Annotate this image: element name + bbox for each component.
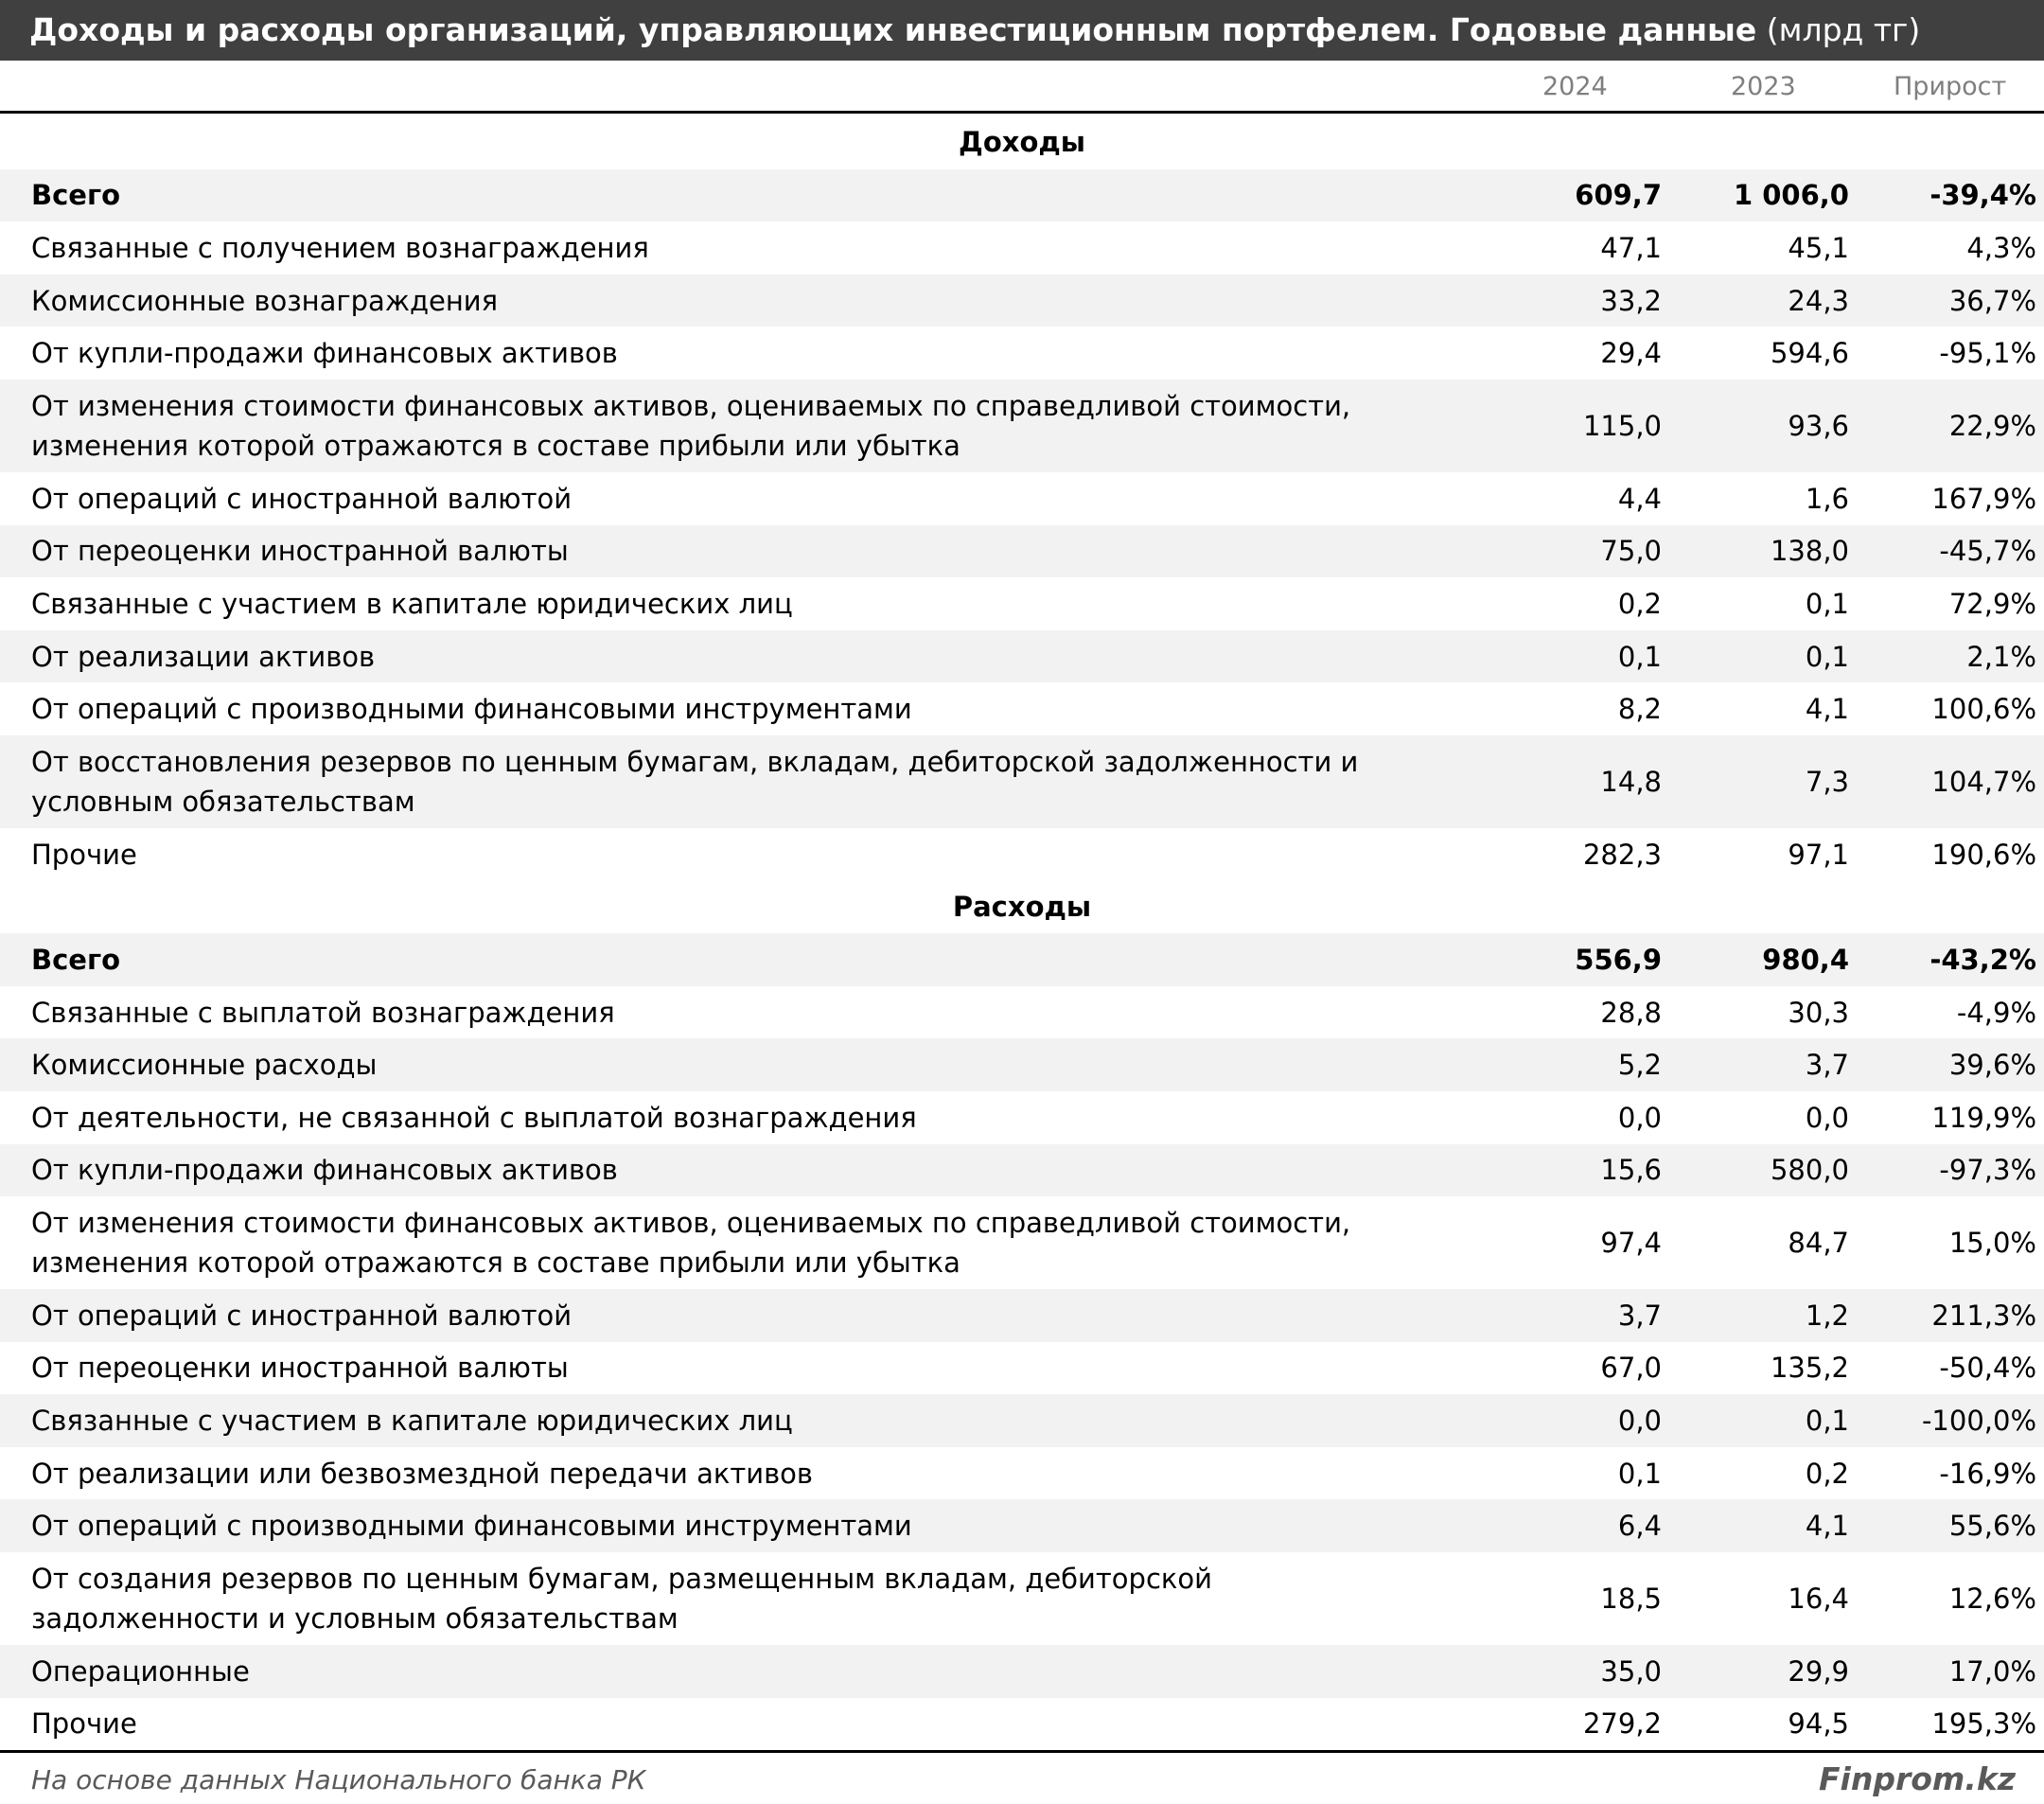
row-label: От переоценки иностранной валюты [31,1352,569,1385]
value-growth: -97,3% [1939,1154,2036,1187]
source-note: На основе данных Национального банка РК [31,1764,646,1795]
value-2024: 0,1 [1617,640,1662,673]
row-label: От купли-продажи финансовых активов [31,337,618,370]
row-label: Связанные с участием в капитале юридических лиц [31,1405,793,1438]
value-2023: 93,6 [1788,409,1849,442]
table-row [0,682,2044,735]
value-2023: 24,3 [1788,284,1849,317]
value-growth: 55,6% [1948,1510,2036,1543]
table-row [0,1552,2044,1645]
row-label: От операций с производными финансовыми инструментами [31,1510,912,1543]
value-2023: 1 006,0 [1733,179,1849,212]
data-table [0,116,2044,1750]
value-2024: 3,7 [1617,1299,1662,1332]
column-header-2024: 2024 [1542,72,1608,101]
value-2023: 7,3 [1805,765,1849,798]
table-row [0,472,2044,525]
value-growth: 190,6% [1931,838,2036,871]
value-2023: 3,7 [1805,1049,1849,1082]
footer [0,1750,2044,1804]
table-row [0,630,2044,683]
value-growth: 22,9% [1948,409,2036,442]
value-2024: 28,8 [1600,996,1662,1029]
value-growth: -45,7% [1939,535,2036,568]
value-2023: 45,1 [1788,231,1849,264]
table-row [0,525,2044,578]
table-row [0,221,2044,274]
value-growth: 15,0% [1948,1227,2036,1260]
value-growth: -43,2% [1929,943,2036,976]
table-row [0,1645,2044,1698]
title-unit: (млрд тг) [1766,11,1921,48]
column-header-2023: 2023 [1731,72,1796,101]
row-label: Связанные с участием в капитале юридических лиц [31,587,793,620]
table-row [0,327,2044,380]
section-header [0,116,2044,169]
value-growth: 12,6% [1948,1583,2036,1616]
value-2023: 4,1 [1805,693,1849,726]
value-2023: 16,4 [1788,1583,1849,1616]
row-label: От восстановления резервов по ценным бумагам, вкладам, дебиторской задолженности и условным обязательствам [31,745,1359,818]
value-2024: 67,0 [1600,1352,1662,1385]
value-2024: 14,8 [1600,765,1662,798]
row-label: От операций с производными финансовыми инструментами [31,693,912,726]
row-label: Связанные с выплатой вознаграждения [31,996,615,1029]
value-growth: 17,0% [1948,1654,2036,1688]
row-label: От операций с иностранной валютой [31,482,573,515]
row-label: От деятельности, не связанной с выплатой вознаграждения [31,1101,917,1134]
row-label: Прочие [31,838,137,871]
value-2024: 279,2 [1582,1707,1662,1741]
row-label: Комиссионные вознаграждения [31,284,499,317]
value-growth: -4,9% [1956,996,2036,1029]
row-label: От изменения стоимости финансовых активов, оцениваемых по справедливой стоимости, изменения которой отражаются в составе прибыли или убытка [31,389,1351,462]
row-label: От реализации или безвозмездной передачи активов [31,1457,814,1490]
page-title: Доходы и расходы организаций, управляющих инвестиционным портфелем. Годовые данные [29,11,1757,48]
total-row [0,169,2044,222]
section-title: Доходы [958,126,1086,158]
value-2023: 980,4 [1762,943,1849,976]
row-label: От купли-продажи финансовых активов [31,1154,618,1187]
table-row [0,735,2044,828]
row-label: Комиссионные расходы [31,1049,378,1082]
value-growth: 167,9% [1931,482,2036,515]
row-label: От переоценки иностранной валюты [31,535,569,568]
value-2024: 18,5 [1600,1583,1662,1616]
value-growth: -16,9% [1939,1457,2036,1490]
total-row [0,933,2044,986]
table-row [0,1342,2044,1395]
value-growth: 36,7% [1948,284,2036,317]
value-2024: 8,2 [1617,693,1662,726]
value-2024: 97,4 [1600,1227,1662,1260]
column-header-row [0,61,2044,114]
section-header [0,881,2044,934]
row-label: От создания резервов по ценным бумагам, размещенным вкладам, дебиторской задолженности и условным обязательствам [31,1563,1212,1636]
value-2024: 0,1 [1617,1457,1662,1490]
value-2023: 0,1 [1805,640,1849,673]
column-header-growth: Прирост [1894,72,2007,101]
value-2024: 4,4 [1617,482,1662,515]
row-label: Всего [31,179,121,212]
value-2024: 15,6 [1600,1154,1662,1187]
value-growth: 72,9% [1948,587,2036,620]
value-2024: 29,4 [1600,337,1662,370]
value-2024: 0,2 [1617,587,1662,620]
value-growth: 104,7% [1931,765,2036,798]
section-title: Расходы [952,890,1092,923]
table-row [0,1196,2044,1289]
table-row [0,828,2044,881]
value-2024: 35,0 [1600,1654,1662,1688]
row-label: От реализации активов [31,640,376,673]
row-label: Прочие [31,1707,137,1741]
value-2023: 97,1 [1788,838,1849,871]
value-2023: 580,0 [1770,1154,1849,1187]
value-growth: -95,1% [1939,337,2036,370]
value-growth: 4,3% [1966,231,2036,264]
table-row [0,1038,2044,1091]
table-row [0,1447,2044,1500]
value-2024: 282,3 [1582,838,1662,871]
table-row [0,1698,2044,1751]
value-2023: 0,1 [1805,1405,1849,1438]
value-growth: 195,3% [1931,1707,2036,1741]
row-label: От операций с иностранной валютой [31,1299,573,1332]
value-2023: 594,6 [1770,337,1849,370]
value-2024: 0,0 [1617,1405,1662,1438]
table-row [0,380,2044,472]
table-row [0,274,2044,327]
value-2024: 609,7 [1575,179,1662,212]
value-2024: 75,0 [1600,535,1662,568]
row-label: Операционные [31,1654,250,1688]
row-label: Связанные с получением вознаграждения [31,231,649,264]
value-growth: 119,9% [1931,1101,2036,1134]
table-row [0,1394,2044,1447]
value-2023: 0,0 [1805,1101,1849,1134]
value-2024: 0,0 [1617,1101,1662,1134]
value-2023: 1,6 [1805,482,1849,515]
value-growth: 211,3% [1931,1299,2036,1332]
value-2023: 1,2 [1805,1299,1849,1332]
table-row [0,1499,2044,1552]
value-2023: 94,5 [1788,1707,1849,1741]
row-label: От изменения стоимости финансовых активов, оцениваемых по справедливой стоимости, изменения которой отражаются в составе прибыли или убытка [31,1207,1351,1280]
value-2023: 135,2 [1770,1352,1849,1385]
value-growth: 100,6% [1931,693,2036,726]
value-2023: 0,2 [1805,1457,1849,1490]
value-2023: 4,1 [1805,1510,1849,1543]
value-2024: 33,2 [1600,284,1662,317]
value-2023: 29,9 [1788,1654,1849,1688]
value-2024: 5,2 [1617,1049,1662,1082]
value-growth: 2,1% [1966,640,2036,673]
value-growth: 39,6% [1948,1049,2036,1082]
value-2023: 0,1 [1805,587,1849,620]
value-2024: 47,1 [1600,231,1662,264]
table-row [0,1091,2044,1144]
value-2023: 138,0 [1770,535,1849,568]
table-row [0,1289,2044,1342]
title-bar [0,0,2044,61]
brand-logo: Finprom.kz [1819,1760,2016,1797]
value-2023: 30,3 [1788,996,1849,1029]
value-growth: -100,0% [1921,1405,2036,1438]
value-2024: 6,4 [1617,1510,1662,1543]
value-growth: -39,4% [1929,179,2036,212]
table-row [0,986,2044,1039]
value-2024: 115,0 [1582,409,1662,442]
row-label: Всего [31,943,121,976]
value-2023: 84,7 [1788,1227,1849,1260]
table-row [0,1144,2044,1197]
value-2024: 556,9 [1575,943,1662,976]
table-row [0,577,2044,630]
value-growth: -50,4% [1939,1352,2036,1385]
